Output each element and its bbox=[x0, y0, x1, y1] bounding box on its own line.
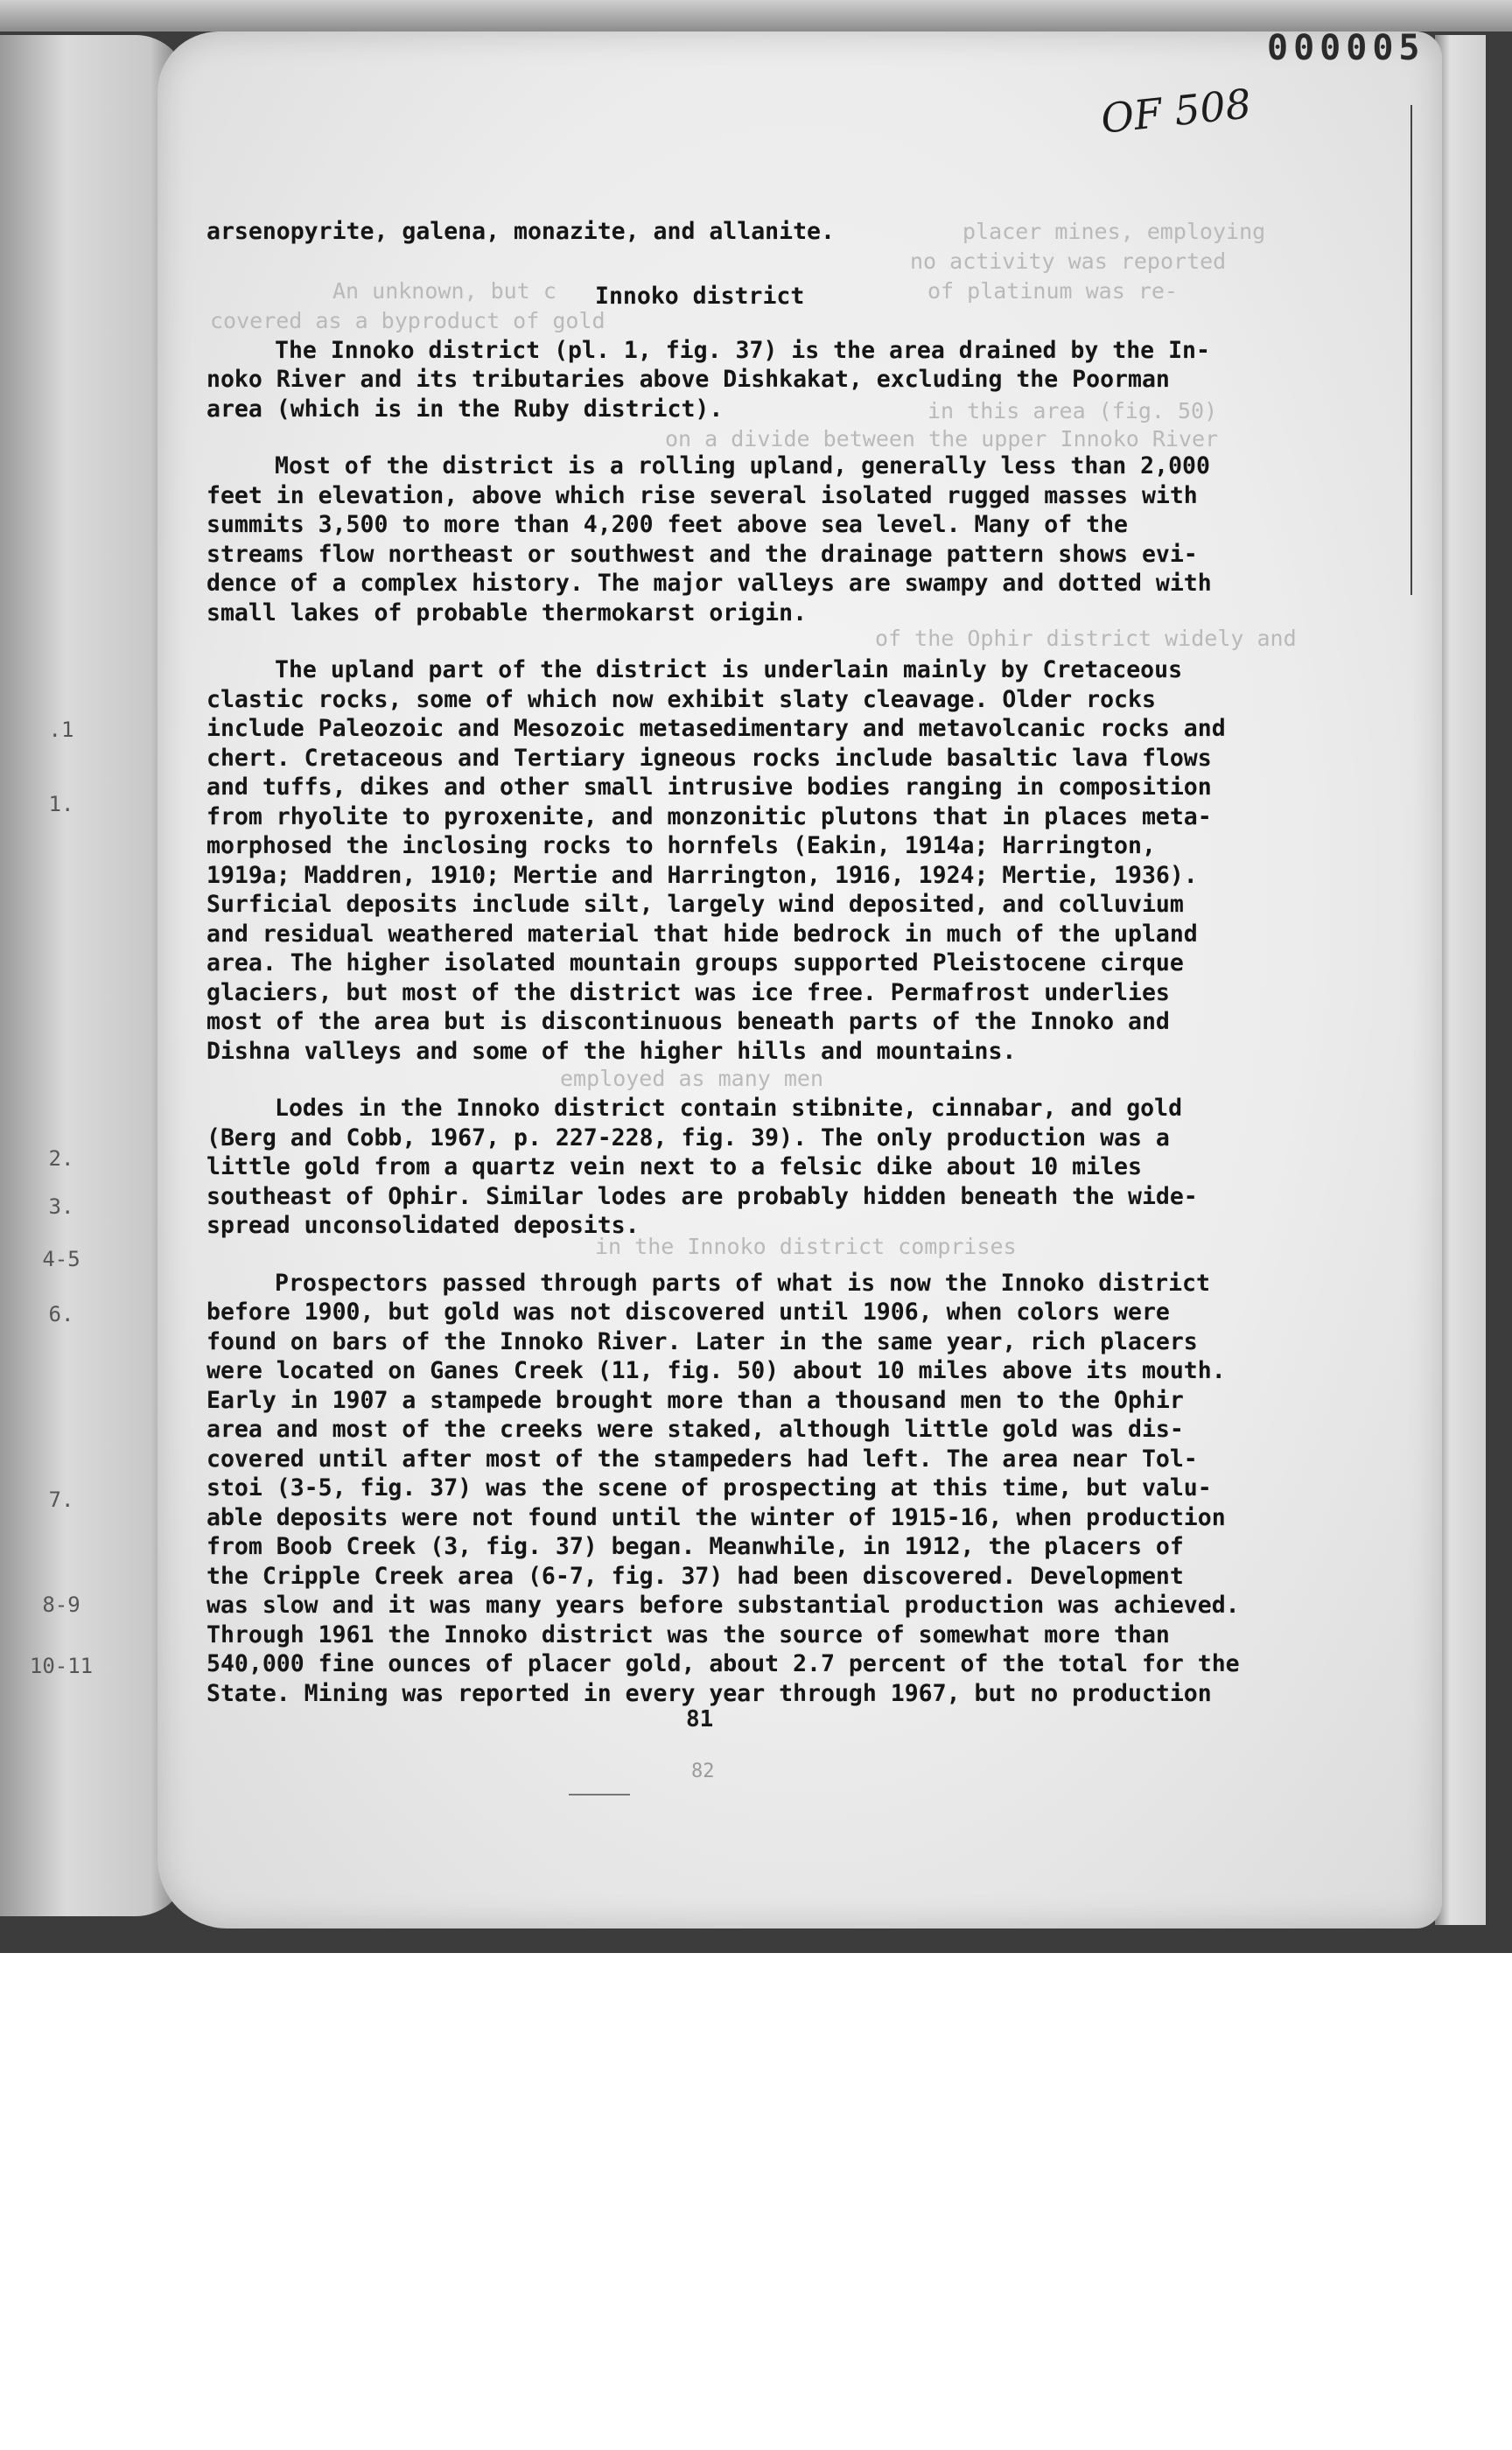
bleed-through-text: of platinum was re- bbox=[928, 278, 1178, 304]
margin-mark: 3. bbox=[48, 1194, 74, 1219]
scanner-top-band bbox=[0, 0, 1512, 32]
paragraph: Prospectors passed through parts of what is now the Innoko district before 1900, but gold was not discovered until 1906, when colors were found on bars of the Innoko River. Later in the same year, rich placers were located on Ganes Creek (11, fig. 50) about 10 miles above its mouth. Early in 1907 a stampede brought more than a thousand men to the Ophir area and most of the creeks were staked, although little gold was dis- covered until after most of the stampeders had left. The area near Tol- stoi (3-5, fig. 37) was the scene of prospecting at this time, but valu- able deposits were not found until the winter of 1915-16, when production from Boob Creek (3, fig. 37) began. Meanwhile, in 1912, the placers of the Cripple Creek area (6-7, fig. 37) had been discovered. Development was slow and it was many years before substantial production was achieved. Through 1961 the Innoko district was the source of somewhat more than 540,000 fine ounces of placer gold, about 2.7 percent of the total for the State. Mining was reported in every year through 1967, but no production bbox=[206, 1269, 1240, 1707]
page-edge-line bbox=[1410, 105, 1412, 595]
divider bbox=[569, 1794, 630, 1796]
bleed-through-text: placer mines, employing bbox=[962, 219, 1266, 244]
bleed-through-text: of the Ophir district widely and bbox=[875, 626, 1297, 651]
bleed-through-page-number: 82 bbox=[691, 1760, 715, 1782]
margin-mark: .1 bbox=[48, 718, 74, 742]
handwritten-note: OF 508 bbox=[1098, 80, 1254, 143]
bleed-through-text: on a divide between the upper Innoko River bbox=[665, 426, 1219, 452]
margin-mark: 8-9 bbox=[42, 1592, 80, 1617]
margin-mark: 7. bbox=[48, 1488, 74, 1512]
stamp-number: 000005 bbox=[1267, 28, 1425, 68]
margin-mark: 1. bbox=[48, 792, 74, 816]
paragraph: The upland part of the district is underlain mainly by Cretaceous clastic rocks, some of which now exhibit slaty cleavage. Older rocks include Paleozoic and Mesozoic metasedimentary and metavolcanic rocks and chert. Cretaceous and Tertiary igneous rocks include basaltic lava flows and tuffs, dikes and other small intrusive bodies ranging in composition from rhyolite to pyroxenite, and monzonitic plutons that in places meta- morphosed the inclosing rocks to hornfels (Eakin, 1914a; Harrington, 1919a; Maddren, 1910; Mertie and Harrington, 1916, 1924; Mertie, 1936). Surficial deposits include silt, largely wind deposited, and colluvium and residual weathered material that hide bedrock in much of the upland area. The higher isolated mountain groups supported Pleistocene cirque glaciers, but most of the district was ice free. Permafrost underlies most of the area but is discontinuous beneath parts of the Innoko and Dishna valleys and some of the higher hills and mountains. bbox=[206, 656, 1226, 1065]
margin-mark: 2. bbox=[48, 1146, 74, 1171]
paragraph: The Innoko district (pl. 1, fig. 37) is the area drained by the In- noko River and its tributaries above Dishkakat, excluding the Poorman area (which is in the Ruby district). bbox=[206, 336, 1210, 423]
bleed-through-text: no activity was reported bbox=[910, 248, 1227, 274]
first-line: arsenopyrite, galena, monazite, and allanite. bbox=[206, 218, 835, 245]
body-text bbox=[206, 217, 1292, 1736]
bleed-through-text: in this area (fig. 50) bbox=[928, 398, 1218, 424]
bleed-through-text: employed as many men bbox=[560, 1066, 824, 1091]
bleed-through-text: An unknown, but c bbox=[332, 278, 556, 304]
margin-mark: 10-11 bbox=[29, 1654, 94, 1678]
margin-mark: 6. bbox=[48, 1302, 74, 1326]
paragraph: Lodes in the Innoko district contain stibnite, cinnabar, and gold (Berg and Cobb, 1967, p. 227-228, fig. 39). The only production was a little gold from a quartz vein next to a felsic dike about 10 miles southeast of Ophir. Similar lodes are probably hidden beneath the wide- spread unconsolidated deposits. bbox=[206, 1095, 1198, 1239]
section-heading: Innoko district bbox=[595, 283, 805, 310]
paragraph: Most of the district is a rolling upland, generally less than 2,000 feet in elevation, above which rise several isolated rugged masses with summits 3,500 to more than 4,200 feet above sea level. Many of the streams flow northeast or southwest and the drainage pattern shows evi- dence of a complex history. The major valleys are swampy and dotted with small lakes of probable thermokarst origin. bbox=[206, 452, 1212, 626]
page-number: 81 bbox=[686, 1706, 714, 1732]
bleed-through-text: in the Innoko district comprises bbox=[595, 1234, 1017, 1259]
next-page-edge bbox=[1435, 35, 1486, 1925]
left-margin-marks bbox=[26, 0, 131, 1953]
bleed-through-text: covered as a byproduct of gold bbox=[210, 308, 606, 333]
margin-mark: 4-5 bbox=[42, 1247, 80, 1271]
